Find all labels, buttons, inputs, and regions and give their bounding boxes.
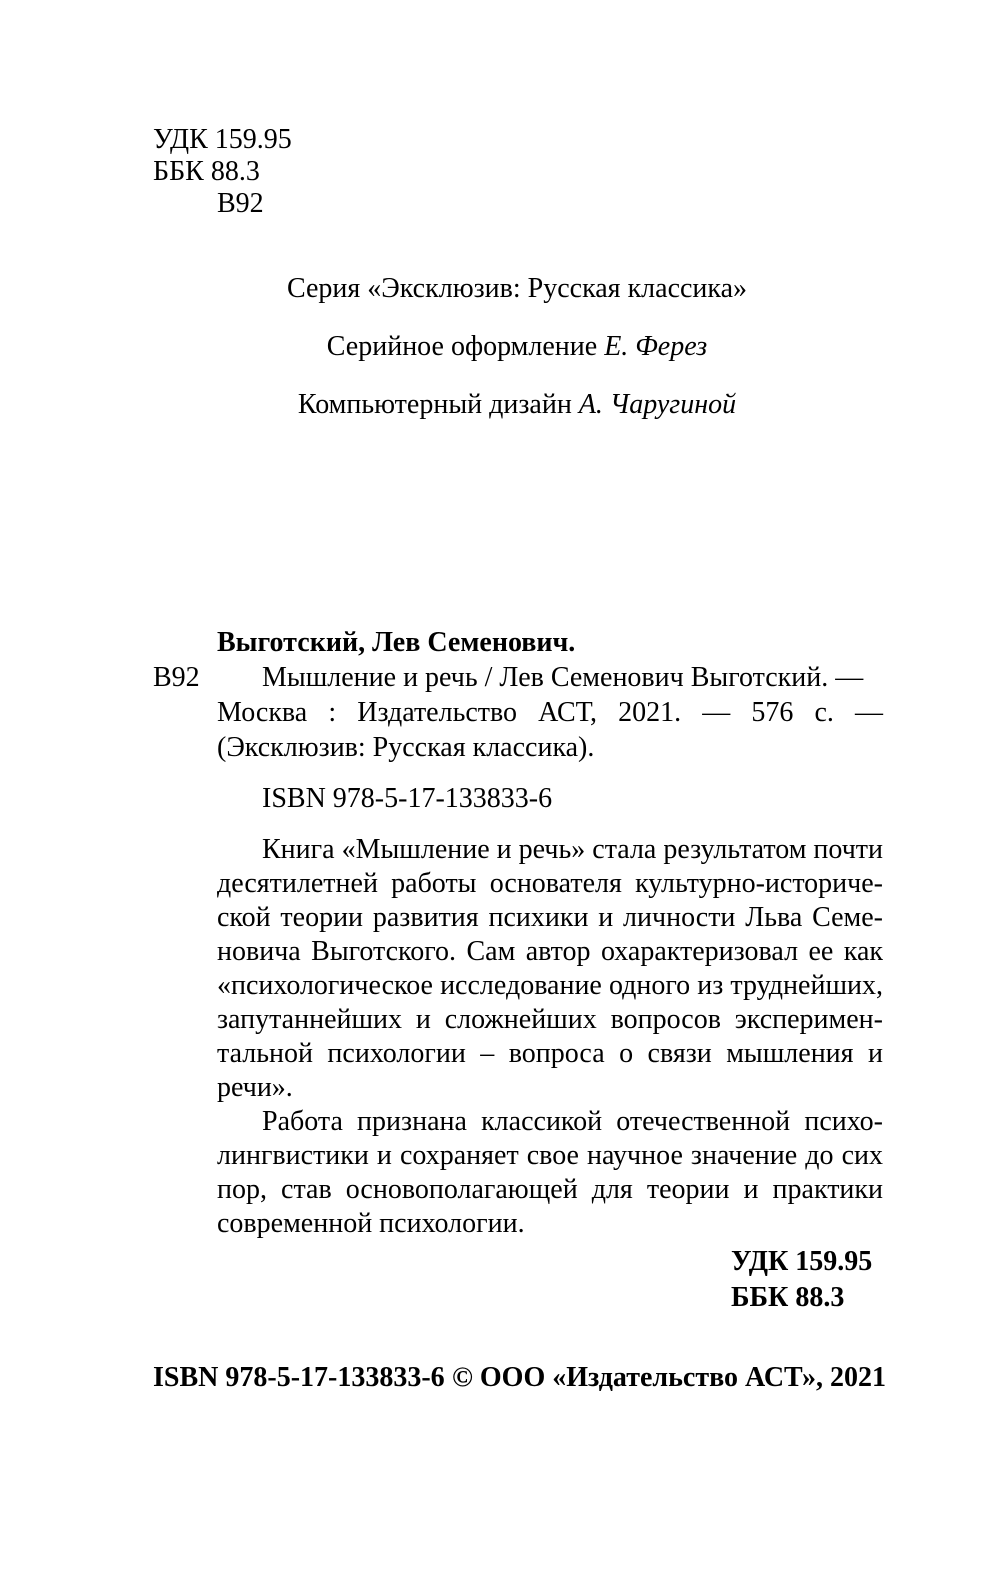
top-bbk-code: ББК 88.3 [153, 156, 260, 187]
design-credit-label: Серийное оформление [326, 331, 598, 362]
annotation-p2-line-4: современной психологии. [217, 1208, 525, 1239]
computer-design-label: Компьютерный дизайн [297, 389, 572, 420]
card-udk-code: УДК 159.95 [731, 1246, 873, 1277]
computer-design-name: А. Чаругиной [578, 389, 737, 420]
top-author-mark: В92 [217, 188, 264, 219]
footer-isbn: ISBN 978-5-17-133833-6 [153, 1362, 445, 1393]
description-line-2: Москва : Издательство АСТ, 2021. — 576 с. — [217, 697, 883, 728]
card-author-mark: В92 [153, 662, 200, 693]
annotation-p2-line-2: лингвистики и сохраняет свое научное значение до сих [217, 1140, 883, 1171]
annotation-p2-line-3: пор, став основополагающей для теории и практики [217, 1174, 883, 1205]
footer-copyright: © ООО «Издательство АСТ», 2021 [451, 1362, 886, 1393]
annotation-p2-line-1: Работа признана классикой отечественной психо- [262, 1106, 883, 1137]
annotation-p1-line-4: новича Выготского. Сам автор охарактеризовал ее как [217, 936, 883, 967]
series-line: Серия «Эксклюзив: Русская классика» [286, 273, 748, 304]
design-credit-name: Е. Ферез [604, 331, 708, 362]
author-heading: Выготский, Лев Семенович. [217, 627, 576, 658]
annotation-p1-line-6: запутаннейших и сложнейших вопросов эксперимен- [217, 1004, 883, 1035]
description-line-3: (Эксклюзив: Русская классика). [217, 732, 595, 763]
annotation-p1-line-1: Книга «Мышление и речь» стала результатом почти [262, 834, 883, 865]
computer-design-credit [0, 389, 1000, 421]
annotation-p1-line-3: ской теории развития психики и личности Льва Семе- [217, 902, 883, 933]
card-bbk-code: ББК 88.3 [731, 1282, 845, 1313]
design-credit [0, 331, 1000, 363]
card-isbn: ISBN 978-5-17-133833-6 [262, 783, 553, 814]
annotation-p1-line-7: тальной психологии – вопроса о связи мышления и [217, 1038, 883, 1069]
annotation-p1-line-2: десятилетней работы основателя культурно-историче- [217, 868, 883, 899]
description-line-1: Мышление и речь / Лев Семенович Выготский. — [262, 662, 864, 693]
top-udk-code: УДК 159.95 [153, 124, 292, 155]
annotation-p1-line-5: «психологическое исследование одного из труднейших, [217, 970, 883, 1001]
annotation-p1-line-8: речи». [217, 1072, 293, 1103]
